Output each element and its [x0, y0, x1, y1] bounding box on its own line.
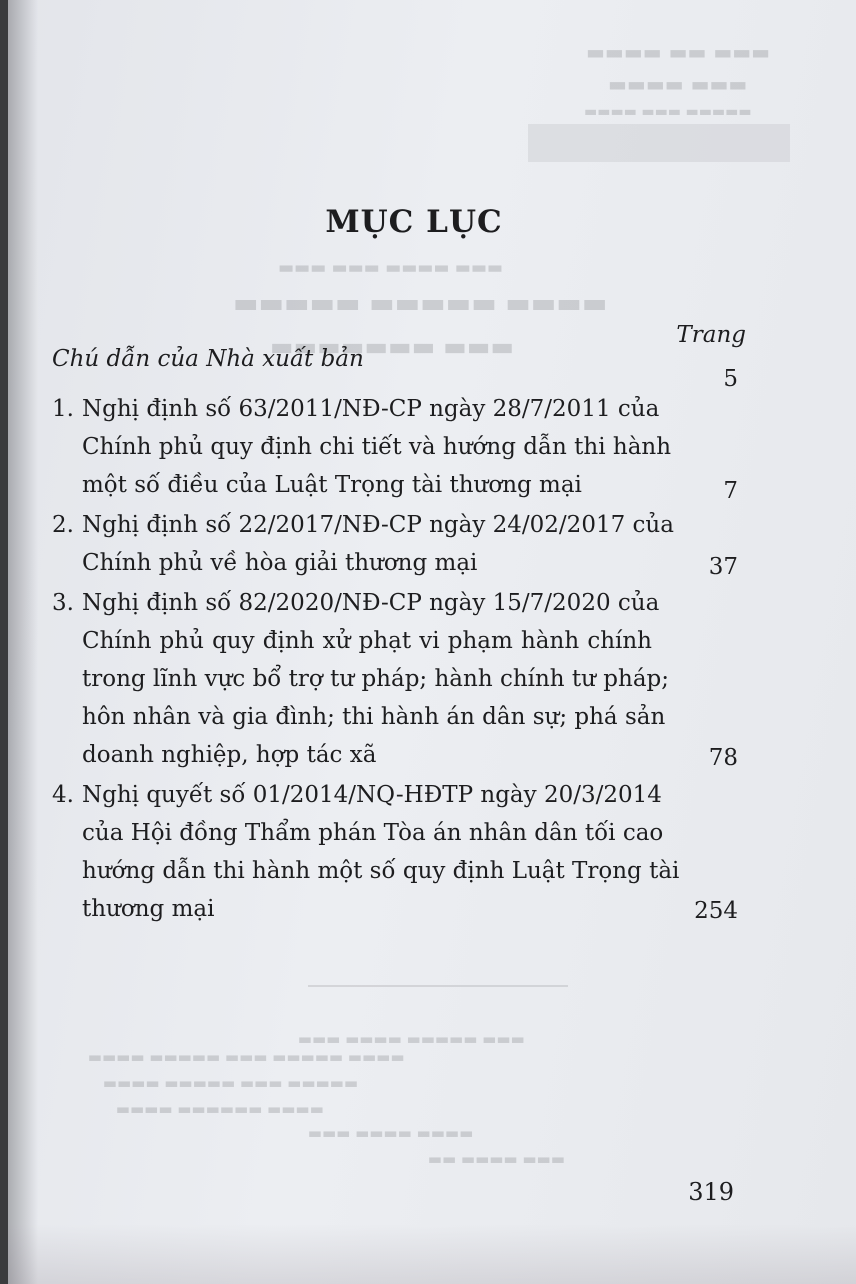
toc-entry-1: [52, 390, 672, 504]
book-page: [8, 0, 856, 1284]
toc-entry-line: hướng dẫn thi hành một số quy định Luật Trọng tài: [82, 858, 680, 884]
toc-entry-number: 3.: [52, 590, 74, 616]
toc-entry-line: Chính phủ quy định xử phạt vi phạm hành chính: [82, 628, 652, 654]
page-number: 319: [688, 1178, 734, 1206]
toc-entry-line: hôn nhân và gia đình; thi hành án dân sự; phá sản: [82, 704, 666, 730]
toc-entry-4: [52, 776, 680, 928]
show-through-text: ▬▬▬ ▬▬▬▬▬ ▬▬▬▬ ▬▬▬: [298, 1030, 525, 1048]
spine-shadow: [8, 0, 38, 1284]
page-column-label: Trang: [676, 322, 746, 348]
toc-entry-line: của Hội đồng Thẩm phán Tòa án nhân dân tối cao: [82, 820, 664, 846]
show-through-text: ▬▬▬▬ ▬▬▬▬ ▬▬▬: [308, 1124, 474, 1142]
show-through-text: ▬▬▬ ▬▬▬▬▬▬▬: [270, 332, 515, 361]
show-through-text: ▬▬▬ ▬▬▬▬: [608, 72, 748, 96]
show-through-text: ▬▬▬▬ ▬▬▬▬▬ ▬▬▬ ▬▬▬▬▬ ▬▬▬▬: [88, 1048, 405, 1066]
show-through-rule: [308, 985, 568, 987]
toc-preface-page: 5: [723, 366, 738, 392]
show-through-text: ▬▬▬▬ ▬▬▬▬▬▬ ▬▬▬▬: [116, 1100, 324, 1118]
toc-entry-page: 254: [694, 898, 738, 924]
toc-entry-line: Nghị định số 82/2020/NĐ-CP ngày 15/7/2020 của: [82, 590, 660, 616]
toc-preface-label: Chú dẫn của Nhà xuất bản: [52, 346, 364, 372]
toc-entry-page: 37: [708, 554, 738, 580]
show-through-text: ▬▬▬▬▬ ▬▬▬ ▬▬▬▬: [584, 104, 752, 120]
toc-entry-page: 78: [708, 745, 738, 771]
show-through-text: ▬▬▬ ▬▬ ▬▬▬▬: [586, 40, 770, 64]
toc-entry-line: Nghị quyết số 01/2014/NQ-HĐTP ngày 20/3/2014: [82, 782, 662, 808]
toc-entry-line: trong lĩnh vực bổ trợ tư pháp; hành chính tư pháp;: [82, 666, 670, 692]
toc-entry-line: Chính phủ quy định chi tiết và hướng dẫn thi hành: [82, 434, 672, 460]
toc-entry-number: 4.: [52, 782, 74, 808]
toc-entry-2: [52, 506, 674, 582]
show-through-text: ▬▬▬▬ ▬▬▬▬▬ ▬▬▬▬▬: [233, 288, 608, 319]
show-through-text: ▬▬▬ ▬▬▬▬ ▬▬: [428, 1150, 566, 1168]
toc-entry-line: Chính phủ về hòa giải thương mại: [82, 550, 478, 576]
toc-entry-page: 7: [723, 478, 738, 504]
toc-entry-line: một số điều của Luật Trọng tài thương mại: [82, 472, 582, 498]
toc-entry-line: thương mại: [82, 896, 215, 922]
toc-entry-3: [52, 584, 670, 774]
toc-preface: [52, 340, 652, 378]
toc-entry-line: doanh nghiệp, hợp tác xã: [82, 742, 377, 768]
toc-entry-number: 1.: [52, 396, 74, 422]
page-bottom-shadow: [8, 1224, 856, 1284]
show-through-band: [528, 124, 790, 162]
toc-entry-line: Nghị định số 63/2011/NĐ-CP ngày 28/7/2011 của: [82, 396, 660, 422]
show-through-text: ▬▬▬▬▬ ▬▬▬ ▬▬▬▬▬ ▬▬▬▬: [103, 1074, 359, 1092]
toc-entry-line: Nghị định số 22/2017/NĐ-CP ngày 24/02/2017 của: [82, 512, 674, 538]
toc-entry-number: 2.: [52, 512, 74, 538]
show-through-text: ▬▬▬ ▬▬▬▬ ▬▬▬ ▬▬▬: [278, 258, 504, 278]
page-title: MỤC LỤC: [325, 204, 503, 240]
